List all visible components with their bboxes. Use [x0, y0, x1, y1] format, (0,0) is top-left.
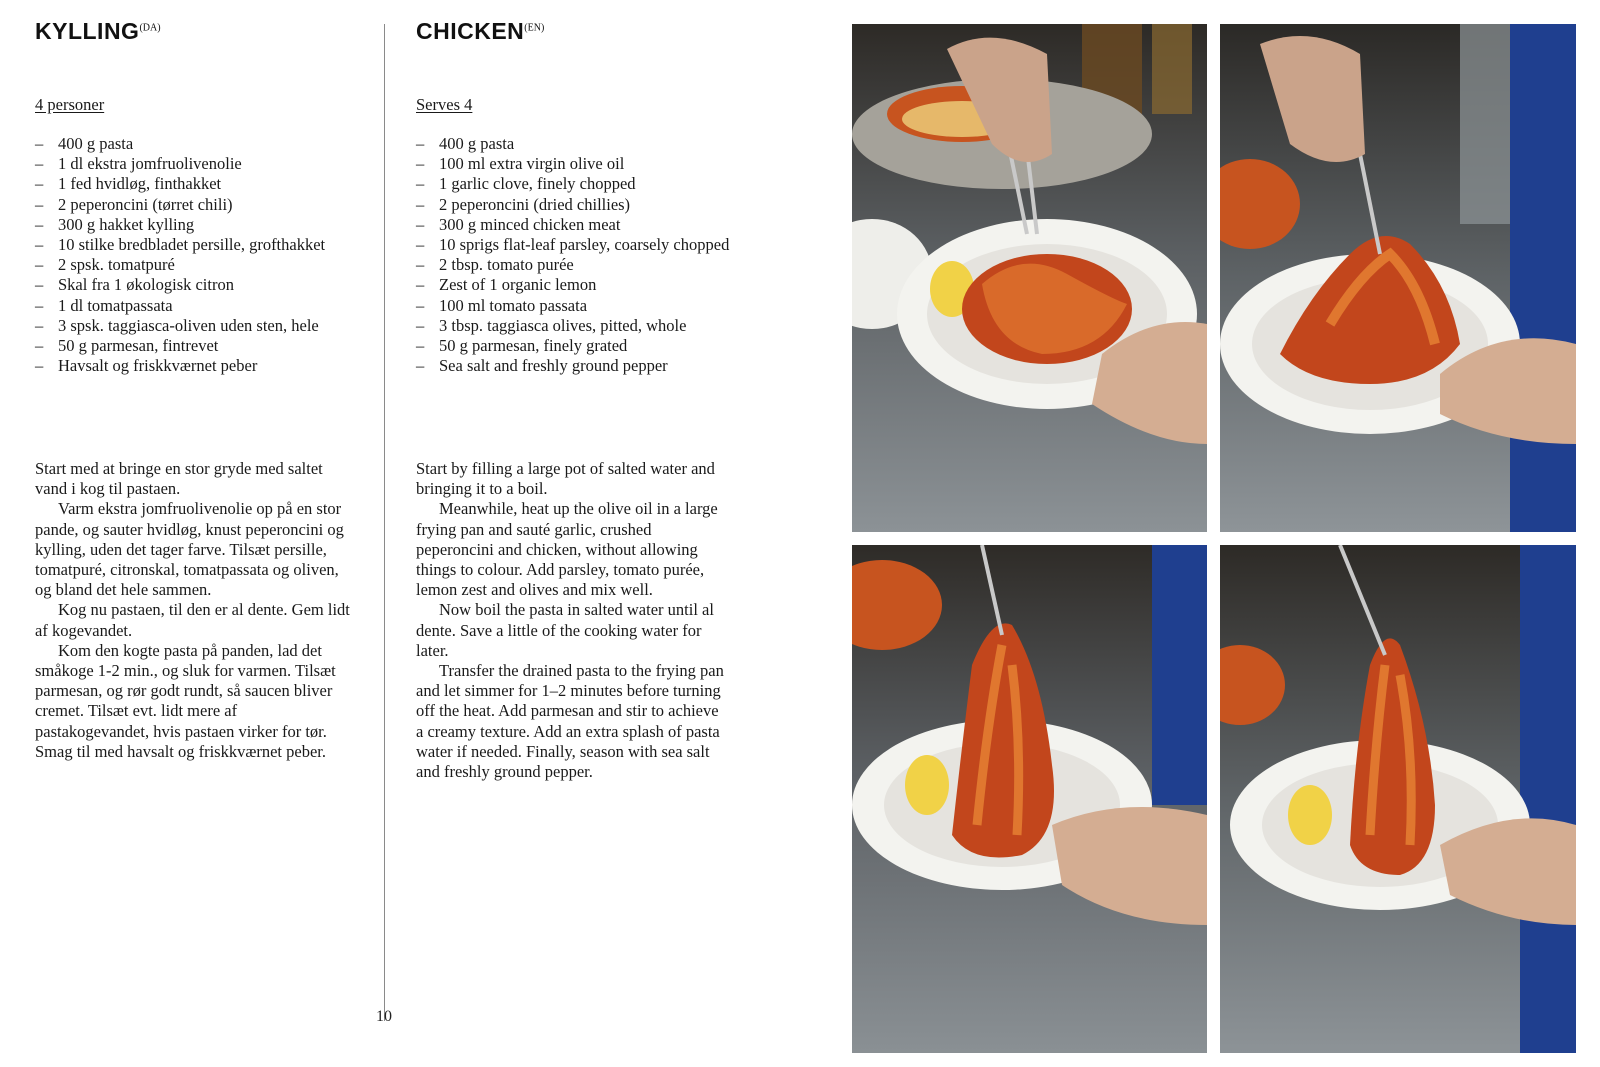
ingredient-text: 100 ml extra virgin olive oil: [439, 154, 625, 174]
ingredient-dash: –: [416, 154, 425, 174]
ingredient-dash: –: [35, 356, 44, 376]
danish-title-text: KYLLING: [35, 18, 140, 44]
english-serves: Serves 4: [416, 95, 473, 114]
ingredient-item: [35, 316, 325, 336]
method-paragraph: Now boil the pasta in salted water until al dente. Save a little of the cooking water for later.: [416, 600, 714, 660]
ingredient-item: [416, 296, 729, 316]
photo-pasta-lifted-high: [852, 545, 1207, 1053]
danish-method: [35, 459, 353, 762]
ingredient-dash: –: [35, 174, 44, 194]
ingredient-item: [416, 275, 729, 295]
ingredient-text: Sea salt and freshly ground pepper: [439, 356, 668, 376]
ingredient-text: 1 fed hvidløg, finthakket: [58, 174, 222, 194]
page-number: 10: [376, 1008, 392, 1025]
photo-plate-with-tongs: [852, 24, 1207, 532]
ingredient-text: 50 g parmesan, fintrevet: [58, 336, 219, 356]
ingredient-text: 400 g pasta: [58, 134, 134, 153]
ingredient-item: [416, 174, 729, 194]
danish-lang-tag: (DA): [139, 22, 161, 34]
ingredient-dash: –: [416, 194, 425, 214]
ingredient-text: 2 spsk. tomatpuré: [58, 255, 175, 275]
ingredient-item: [416, 356, 729, 376]
ingredient-item: [416, 255, 729, 275]
ingredient-dash: –: [416, 315, 425, 335]
ingredient-dash: –: [416, 255, 425, 275]
ingredient-dash: –: [35, 315, 44, 335]
ingredient-dash: –: [416, 336, 425, 356]
ingredient-item: [35, 275, 325, 295]
ingredient-text: 10 stilke bredbladet persille, grofthakket: [58, 235, 326, 255]
method-paragraph: Varm ekstra jomfruolivenolie op på en stor pande, og sauter hvidløg, knust peperoncini og kylling, uden det tager farve. Tilsæt persille, tomatpuré, citronskal, tomatpassata og oliven, og bland det hele sammen.: [35, 499, 344, 600]
ingredient-dash: –: [416, 235, 425, 255]
ingredient-text: 2 peperoncini (tørret chili): [58, 194, 233, 214]
ingredient-text: 2 peperoncini (dried chillies): [439, 194, 631, 214]
ingredient-text: 300 g minced chicken meat: [439, 214, 621, 234]
ingredient-item: [35, 174, 325, 194]
english-ingredient-list: [416, 134, 729, 376]
method-paragraph: Meanwhile, heat up the olive oil in a large frying pan and sauté garlic, crushed peperoncini and chicken, without allowing things to colour. Add parsley, tomato purée, lemon zest and olives and mix well.: [416, 499, 718, 600]
ingredient-item: [416, 336, 729, 356]
method-paragraph: Kom den kogte pasta på panden, lad det småkoge 1-2 min., og sluk for varmen. Tilsæt parmesan, og rør godt rundt, så saucen bliver cremet. Tilsæt evt. lidt mere af pastakogevandet, hvis pastaen virker for tør. Smag til med havsalt og friskkværnet peber.: [35, 640, 336, 761]
ingredient-text: 100 ml tomato passata: [439, 295, 588, 315]
english-title: [416, 18, 544, 45]
ingredient-dash: –: [35, 154, 44, 174]
ingredient-dash: –: [416, 174, 425, 194]
ingredient-dash: –: [416, 356, 425, 376]
ingredient-text: 3 tbsp. taggiasca olives, pitted, whole: [439, 315, 687, 335]
ingredient-text: 3 spsk. taggiasca-oliven uden sten, hele: [58, 315, 319, 335]
english-title-text: CHICKEN: [416, 18, 525, 44]
photo-pasta-lifted-tongs: [1220, 545, 1576, 1053]
ingredient-item: [35, 336, 325, 356]
ingredient-item: [35, 154, 325, 174]
danish-serves: 4 personer: [35, 95, 105, 114]
ingredient-dash: –: [35, 255, 44, 275]
danish-title: [35, 18, 161, 45]
ingredient-text: Havsalt og friskkværnet peber: [58, 356, 258, 376]
ingredient-item: [416, 195, 729, 215]
english-lang-tag: (EN): [524, 22, 545, 34]
ingredient-text: 1 dl tomatpassata: [58, 295, 173, 315]
ingredient-item: [416, 154, 729, 174]
ingredient-text: 50 g parmesan, finely grated: [439, 336, 628, 356]
ingredient-dash: –: [416, 295, 425, 315]
ingredient-text: 1 dl ekstra jomfruolivenolie: [58, 154, 242, 174]
ingredient-item: [35, 134, 325, 154]
ingredient-text: 10 sprigs flat-leaf parsley, coarsely chopped: [439, 235, 730, 255]
ingredient-item: [416, 215, 729, 235]
english-method: [416, 459, 726, 782]
ingredient-dash: –: [416, 275, 425, 295]
ingredient-item: [35, 296, 325, 316]
ingredient-item: [35, 235, 325, 255]
ingredient-item: [35, 255, 325, 275]
ingredient-item: [35, 195, 325, 215]
ingredient-text: 1 garlic clove, finely chopped: [439, 174, 636, 194]
ingredient-text: Skal fra 1 økologisk citron: [58, 275, 234, 295]
ingredient-dash: –: [35, 214, 44, 234]
ingredient-dash: –: [35, 275, 44, 295]
method-paragraph: Transfer the drained pasta to the frying pan and let simmer for 1–2 minutes before turning off the heat. Add parmesan and stir to achieve a creamy texture. Add an extra splash of pasta water if needed. Finally, season with sea salt and freshly ground pepper.: [416, 661, 724, 782]
ingredient-dash: –: [35, 134, 44, 153]
ingredient-text: 400 g pasta: [439, 134, 515, 153]
ingredient-item: [35, 215, 325, 235]
ingredient-item: [416, 134, 729, 154]
photo-pasta-twirl-tongs: [1220, 24, 1576, 532]
ingredient-item: [416, 316, 729, 336]
ingredient-text: 300 g hakket kylling: [58, 214, 195, 234]
danish-ingredient-list: [35, 134, 325, 376]
column-divider: [384, 24, 385, 1021]
ingredient-dash: –: [416, 214, 425, 234]
ingredient-dash: –: [35, 336, 44, 356]
ingredient-dash: –: [35, 194, 44, 214]
method-paragraph: Start by filling a large pot of salted water and bringing it to a boil.: [416, 459, 715, 499]
ingredient-dash: –: [416, 134, 425, 153]
method-paragraph: Kog nu pastaen, til den er al dente. Gem lidt af kogevandet.: [35, 600, 350, 640]
ingredient-text: 2 tbsp. tomato purée: [439, 255, 574, 275]
ingredient-dash: –: [35, 295, 44, 315]
ingredient-text: Zest of 1 organic lemon: [439, 275, 597, 295]
method-paragraph: Start med at bringe en stor gryde med saltet vand i kog til pastaen.: [35, 459, 323, 499]
ingredient-item: [416, 235, 729, 255]
ingredient-dash: –: [35, 235, 44, 255]
ingredient-item: [35, 356, 325, 376]
